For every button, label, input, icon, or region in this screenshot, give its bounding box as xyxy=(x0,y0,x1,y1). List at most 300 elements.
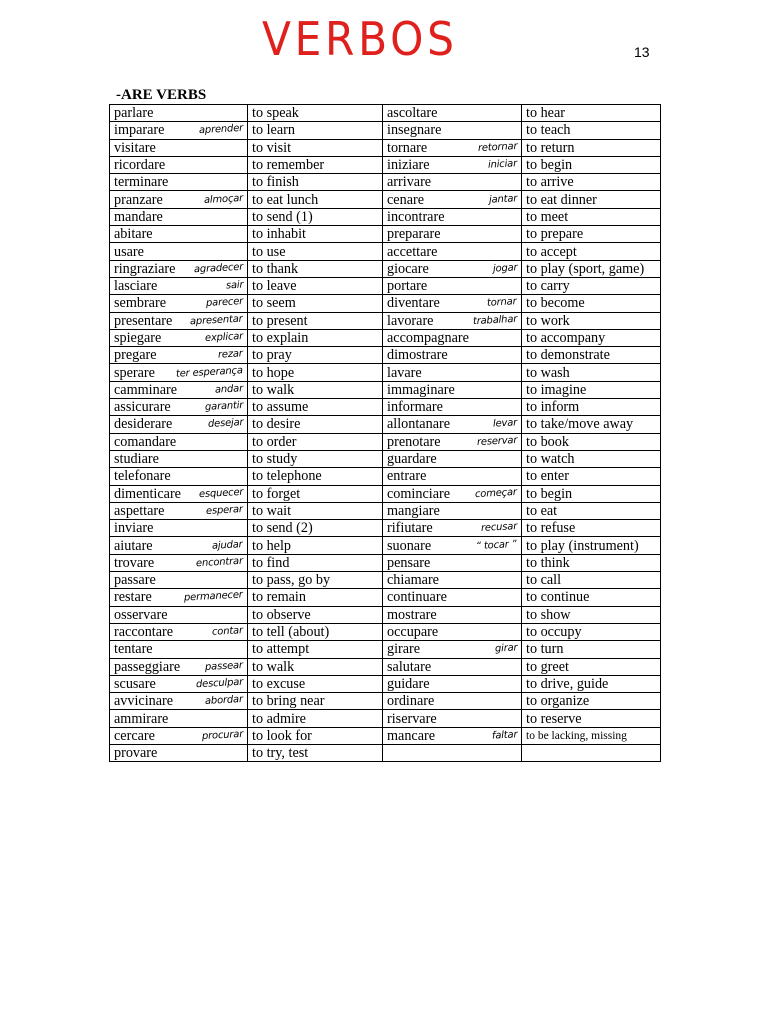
italian-verb: cominciare xyxy=(387,485,451,502)
table-row xyxy=(110,693,661,710)
italian-verb: comandare xyxy=(114,433,177,450)
italian-verb: terminare xyxy=(114,174,169,191)
english-meaning-cell-left xyxy=(248,312,383,329)
italian-verb-cell-left xyxy=(110,710,248,727)
italian-verb-cell-left xyxy=(110,675,248,692)
table-row xyxy=(110,243,661,260)
verb-cell-content xyxy=(387,330,517,346)
handwritten-note: ter esperança xyxy=(175,364,244,380)
english-meaning: to play (sport, game) xyxy=(526,260,645,277)
english-meaning-cell-left xyxy=(248,623,383,640)
italian-verb-cell-right xyxy=(383,468,522,485)
english-meaning: to begin xyxy=(526,485,573,502)
english-meaning: to remember xyxy=(252,157,325,174)
english-meaning-cell-right xyxy=(522,485,661,502)
verb-cell-content xyxy=(387,192,517,208)
english-meaning-cell-left xyxy=(248,606,383,623)
table-row xyxy=(110,675,661,692)
italian-verb-cell-right xyxy=(383,381,522,398)
english-meaning-cell-left xyxy=(248,572,383,589)
english-meaning: to inhabit xyxy=(252,226,306,243)
verb-cell-content xyxy=(387,434,517,450)
verb-cell-content xyxy=(114,711,243,727)
verb-cell-content xyxy=(114,572,243,588)
english-meaning: to assume xyxy=(252,399,309,416)
verb-cell-content xyxy=(387,313,517,329)
italian-verb: giocare xyxy=(387,260,429,277)
italian-verb: cercare xyxy=(114,727,155,744)
page-title: VERBOS xyxy=(262,12,458,66)
italian-verb: insegnare xyxy=(387,122,442,139)
italian-verb-cell-left xyxy=(110,520,248,537)
italian-verb-cell-right xyxy=(383,295,522,312)
italian-verb: accompagnare xyxy=(387,330,469,346)
italian-verb: rifiutare xyxy=(387,520,433,537)
handwritten-note: desejar xyxy=(207,417,244,431)
italian-verb: osservare xyxy=(114,606,168,623)
table-row xyxy=(110,520,661,537)
english-meaning-cell-right xyxy=(522,502,661,519)
italian-verb: immaginare xyxy=(387,381,455,398)
italian-verb-cell-left xyxy=(110,502,248,519)
verb-cell-content xyxy=(114,589,243,605)
table-row xyxy=(110,589,661,606)
english-meaning: to learn xyxy=(252,122,295,139)
italian-verb-cell-right xyxy=(383,675,522,692)
handwritten-note: começar xyxy=(474,486,518,500)
italian-verb: guidare xyxy=(387,675,430,692)
italian-verb-cell-left xyxy=(110,641,248,658)
english-meaning: to explain xyxy=(252,330,309,346)
italian-verb: studiare xyxy=(114,451,159,468)
italian-verb-cell-left xyxy=(110,277,248,294)
english-meaning-cell-right xyxy=(522,139,661,156)
english-meaning-cell-left xyxy=(248,399,383,416)
handwritten-note: andar xyxy=(214,383,244,396)
verb-cell-content xyxy=(387,451,517,467)
italian-verb-cell-left xyxy=(110,433,248,450)
english-meaning-cell-right xyxy=(522,312,661,329)
italian-verb-cell-left xyxy=(110,105,248,122)
verb-cell-content xyxy=(114,192,243,208)
table-row xyxy=(110,295,661,312)
english-meaning-cell-right xyxy=(522,277,661,294)
english-meaning: to look for xyxy=(252,727,312,744)
italian-verb-cell-right xyxy=(383,485,522,502)
handwritten-note: encontrar xyxy=(195,555,244,570)
verb-cell-content xyxy=(387,607,517,623)
english-meaning-cell-left xyxy=(248,744,383,761)
english-meaning: to accept xyxy=(526,243,577,260)
english-meaning-cell-left xyxy=(248,727,383,744)
verb-cell-content xyxy=(387,174,517,190)
verb-cell-content xyxy=(114,365,243,381)
italian-verb-cell-right xyxy=(383,572,522,589)
table-row xyxy=(110,364,661,381)
italian-verb: incontrare xyxy=(387,208,445,225)
english-meaning: to carry xyxy=(526,278,570,295)
english-meaning-cell-left xyxy=(248,156,383,173)
english-meaning-cell-right xyxy=(522,174,661,191)
verb-cell-content xyxy=(114,382,243,398)
english-meaning-cell-left xyxy=(248,537,383,554)
english-meaning: to teach xyxy=(526,122,571,139)
verb-cell-content xyxy=(387,209,517,225)
verb-cell-content xyxy=(114,538,243,554)
english-meaning: to show xyxy=(526,606,571,623)
english-meaning-cell-right xyxy=(522,347,661,364)
verb-cell-content xyxy=(387,676,517,692)
handwritten-note: procurar xyxy=(201,728,244,742)
italian-verb: dimostrare xyxy=(387,347,448,364)
verb-cell-content xyxy=(114,520,243,536)
italian-verb-cell-left xyxy=(110,312,248,329)
italian-verb: ringraziare xyxy=(114,260,176,277)
italian-verb: sembrare xyxy=(114,295,166,312)
english-meaning-cell-left xyxy=(248,174,383,191)
english-meaning: to wait xyxy=(252,502,292,519)
handwritten-note: almoçar xyxy=(203,192,244,206)
italian-verb: ascoltare xyxy=(387,105,438,122)
english-meaning: to use xyxy=(252,243,286,260)
handwritten-note: agradecer xyxy=(193,261,244,276)
verb-cell-content xyxy=(387,711,517,727)
italian-verb-cell-left xyxy=(110,191,248,208)
english-meaning-cell-left xyxy=(248,468,383,485)
verb-cell-content xyxy=(387,641,517,657)
italian-verb-cell-right xyxy=(383,710,522,727)
english-meaning: to finish xyxy=(252,174,299,191)
verb-cell-content xyxy=(387,399,517,415)
table-row xyxy=(110,312,661,329)
english-meaning-cell-left xyxy=(248,122,383,139)
italian-verb-cell-right xyxy=(383,329,522,346)
table-row xyxy=(110,105,661,122)
english-meaning: to study xyxy=(252,451,298,468)
verb-cell-content xyxy=(114,728,243,744)
italian-verb: lavorare xyxy=(387,312,434,329)
handwritten-note: retornar xyxy=(477,140,518,154)
verb-cell-content xyxy=(114,503,243,519)
italian-verb-cell-left xyxy=(110,208,248,225)
english-meaning: to work xyxy=(526,312,570,329)
english-meaning: to demonstrate xyxy=(526,347,610,364)
verb-table xyxy=(109,104,661,762)
table-row xyxy=(110,710,661,727)
verb-cell-content xyxy=(114,486,243,502)
italian-verb: pranzare xyxy=(114,191,163,208)
english-meaning-cell-right xyxy=(522,399,661,416)
english-meaning-cell-right xyxy=(522,208,661,225)
handwritten-note: explicar xyxy=(204,331,244,344)
italian-verb-cell-right xyxy=(383,693,522,710)
italian-verb: passeggiare xyxy=(114,658,181,675)
english-meaning: to forget xyxy=(252,485,301,502)
english-meaning-cell-left xyxy=(248,710,383,727)
table-row xyxy=(110,399,661,416)
verb-cell-content xyxy=(114,347,243,363)
verb-cell-content xyxy=(387,244,517,260)
italian-verb: guardare xyxy=(387,451,437,468)
italian-verb-cell-left xyxy=(110,416,248,433)
handwritten-note: tornar xyxy=(487,296,518,310)
handwritten-note: “ tocar ” xyxy=(476,538,518,552)
table-row xyxy=(110,416,661,433)
english-meaning-cell-right xyxy=(522,329,661,346)
english-meaning-cell-right xyxy=(522,537,661,554)
english-meaning: to observe xyxy=(252,606,311,623)
italian-verb-cell-right xyxy=(383,174,522,191)
english-meaning: to eat xyxy=(526,502,558,519)
italian-verb-cell-left xyxy=(110,537,248,554)
english-meaning-cell-left xyxy=(248,295,383,312)
english-meaning: to excuse xyxy=(252,675,306,692)
english-meaning: to try, test xyxy=(252,745,309,762)
handwritten-note: faltar xyxy=(491,729,518,742)
english-meaning-cell-left xyxy=(248,416,383,433)
english-meaning: to greet xyxy=(526,658,569,675)
english-meaning-cell-left xyxy=(248,381,383,398)
verb-cell-content xyxy=(114,295,243,311)
verb-cell-content xyxy=(114,313,243,329)
english-meaning: to thank xyxy=(252,260,299,277)
english-meaning-cell-right xyxy=(522,710,661,727)
italian-verb: mostrare xyxy=(387,606,437,623)
italian-verb: preparare xyxy=(387,226,441,243)
handwritten-note: reservar xyxy=(476,434,518,448)
english-meaning: to call xyxy=(526,572,562,589)
english-meaning: to begin xyxy=(526,157,573,174)
italian-verb: chiamare xyxy=(387,572,439,589)
italian-verb-cell-right xyxy=(383,623,522,640)
english-meaning-cell-left xyxy=(248,641,383,658)
english-meaning: to bring near xyxy=(252,693,325,710)
table-row xyxy=(110,381,661,398)
english-meaning: to visit xyxy=(252,139,292,156)
english-meaning: to enter xyxy=(526,468,569,485)
handwritten-note: sair xyxy=(225,279,244,292)
handwritten-note: permanecer xyxy=(183,589,244,604)
table-row xyxy=(110,744,661,761)
english-meaning-cell-right xyxy=(522,156,661,173)
verb-cell-content xyxy=(114,330,243,346)
verb-cell-content xyxy=(114,278,243,294)
italian-verb-cell-left xyxy=(110,122,248,139)
english-meaning-cell-right xyxy=(522,520,661,537)
italian-verb-cell-right xyxy=(383,450,522,467)
italian-verb-cell-left xyxy=(110,727,248,744)
english-meaning: to hear xyxy=(526,105,565,122)
page-number: 13 xyxy=(634,44,650,60)
handwritten-note: aprender xyxy=(198,123,244,137)
italian-verb-cell-left xyxy=(110,399,248,416)
italian-verb: informare xyxy=(387,399,443,416)
italian-verb-cell-right xyxy=(383,744,522,761)
english-meaning-cell-left xyxy=(248,191,383,208)
italian-verb-cell-left xyxy=(110,364,248,381)
italian-verb: salutare xyxy=(387,658,432,675)
english-meaning-cell-left xyxy=(248,226,383,243)
italian-verb-cell-left xyxy=(110,468,248,485)
english-meaning: to send (1) xyxy=(252,208,313,225)
italian-verb-cell-right xyxy=(383,260,522,277)
italian-verb: arrivare xyxy=(387,174,432,191)
italian-verb-cell-right xyxy=(383,364,522,381)
table-row xyxy=(110,329,661,346)
verb-cell-content xyxy=(387,261,517,277)
italian-verb: parlare xyxy=(114,105,154,122)
verb-cell-content xyxy=(387,365,517,381)
italian-verb-cell-left xyxy=(110,744,248,761)
verb-cell-content xyxy=(387,486,517,502)
english-meaning-cell-right xyxy=(522,433,661,450)
italian-verb: ordinare xyxy=(387,693,435,710)
italian-verb: visitare xyxy=(114,139,156,156)
english-meaning: to return xyxy=(526,139,575,156)
verb-cell-content xyxy=(387,728,517,744)
italian-verb: allontanare xyxy=(387,416,451,433)
english-meaning: to wash xyxy=(526,364,570,381)
english-meaning: to admire xyxy=(252,710,306,727)
handwritten-note: jogar xyxy=(492,262,518,275)
italian-verb: tornare xyxy=(387,139,428,156)
english-meaning-cell-left xyxy=(248,105,383,122)
italian-verb: passare xyxy=(114,572,156,589)
english-meaning: to prepare xyxy=(526,226,584,243)
italian-verb: camminare xyxy=(114,381,178,398)
italian-verb: trovare xyxy=(114,554,155,571)
english-meaning-cell-left xyxy=(248,658,383,675)
verb-cell-content xyxy=(387,140,517,156)
table-row xyxy=(110,554,661,571)
verb-cell-content xyxy=(114,659,243,675)
verb-cell-content xyxy=(387,538,517,554)
english-meaning: to play (instrument) xyxy=(526,537,639,554)
verb-cell-content xyxy=(114,226,243,242)
english-meaning-cell-left xyxy=(248,260,383,277)
handwritten-note: contar xyxy=(211,625,244,638)
italian-verb: abitare xyxy=(114,226,153,243)
italian-verb-cell-left xyxy=(110,450,248,467)
english-meaning-cell-right xyxy=(522,191,661,208)
italian-verb: assicurare xyxy=(114,399,171,416)
english-meaning-cell-right xyxy=(522,260,661,277)
english-meaning-cell-right xyxy=(522,554,661,571)
english-meaning-cell-left xyxy=(248,208,383,225)
italian-verb-cell-left xyxy=(110,174,248,191)
handwritten-note: recusar xyxy=(480,521,518,535)
english-meaning-cell-left xyxy=(248,139,383,156)
english-meaning-cell-left xyxy=(248,589,383,606)
english-meaning-cell-left xyxy=(248,520,383,537)
italian-verb: prenotare xyxy=(387,433,441,450)
italian-verb-cell-left xyxy=(110,156,248,173)
english-meaning: to refuse xyxy=(526,520,576,537)
italian-verb-cell-right xyxy=(383,554,522,571)
english-meaning: to imagine xyxy=(526,381,587,398)
english-meaning: to organize xyxy=(526,693,590,710)
verb-table-body xyxy=(110,105,661,762)
italian-verb: imparare xyxy=(114,122,165,139)
table-row xyxy=(110,727,661,744)
italian-verb-cell-right xyxy=(383,277,522,294)
english-meaning: to speak xyxy=(252,105,299,122)
italian-verb-cell-left xyxy=(110,658,248,675)
table-row xyxy=(110,537,661,554)
english-meaning: to watch xyxy=(526,451,575,468)
section-heading: -ARE VERBS xyxy=(116,87,207,103)
italian-verb-cell-left xyxy=(110,554,248,571)
verb-cell-content xyxy=(387,382,517,398)
italian-verb: lavare xyxy=(387,364,422,381)
italian-verb: lasciare xyxy=(114,278,158,295)
english-meaning-cell-left xyxy=(248,675,383,692)
italian-verb: ammirare xyxy=(114,710,169,727)
verb-cell-content xyxy=(114,434,243,450)
italian-verb-cell-right xyxy=(383,156,522,173)
table-row xyxy=(110,450,661,467)
english-meaning: to remain xyxy=(252,589,306,606)
table-row xyxy=(110,156,661,173)
italian-verb-cell-left xyxy=(110,329,248,346)
handwritten-note: jantar xyxy=(488,192,518,206)
verb-cell-content xyxy=(387,572,517,588)
english-meaning-cell-left xyxy=(248,364,383,381)
italian-verb: occupare xyxy=(387,624,439,641)
italian-verb: raccontare xyxy=(114,624,174,641)
italian-verb: pregare xyxy=(114,347,157,364)
english-meaning: to walk xyxy=(252,381,295,398)
english-meaning: to inform xyxy=(526,399,580,416)
verb-cell-content xyxy=(387,105,517,121)
italian-verb: spiegare xyxy=(114,330,162,346)
handwritten-note: levar xyxy=(492,417,518,431)
english-meaning: to take/move away xyxy=(526,416,634,433)
verb-cell-content xyxy=(387,347,517,363)
italian-verb-cell-right xyxy=(383,312,522,329)
english-meaning-cell-right xyxy=(522,675,661,692)
table-row xyxy=(110,208,661,225)
verb-cell-content xyxy=(114,745,243,761)
table-row xyxy=(110,139,661,156)
verb-cell-content xyxy=(114,468,243,484)
italian-verb: pensare xyxy=(387,554,431,571)
table-row xyxy=(110,485,661,502)
english-meaning-cell-left xyxy=(248,450,383,467)
italian-verb: scusare xyxy=(114,675,156,692)
english-meaning-cell-right xyxy=(522,589,661,606)
italian-verb: telefonare xyxy=(114,468,171,485)
english-meaning: to seem xyxy=(252,295,296,312)
italian-verb-cell-left xyxy=(110,589,248,606)
english-meaning-cell-right xyxy=(522,381,661,398)
table-row xyxy=(110,122,661,139)
verb-cell-content xyxy=(387,624,517,640)
italian-verb-cell-left xyxy=(110,693,248,710)
italian-verb-cell-left xyxy=(110,623,248,640)
english-meaning: to help xyxy=(252,537,292,554)
verb-cell-content xyxy=(387,122,517,138)
verb-cell-content xyxy=(387,503,517,519)
verb-cell-content xyxy=(114,641,243,657)
italian-verb-cell-right xyxy=(383,658,522,675)
verb-cell-content xyxy=(114,451,243,467)
italian-verb: restare xyxy=(114,589,152,606)
italian-verb: suonare xyxy=(387,537,432,554)
verb-cell-content xyxy=(114,174,243,190)
english-meaning-cell-right xyxy=(522,641,661,658)
english-meaning: to send (2) xyxy=(252,520,313,537)
